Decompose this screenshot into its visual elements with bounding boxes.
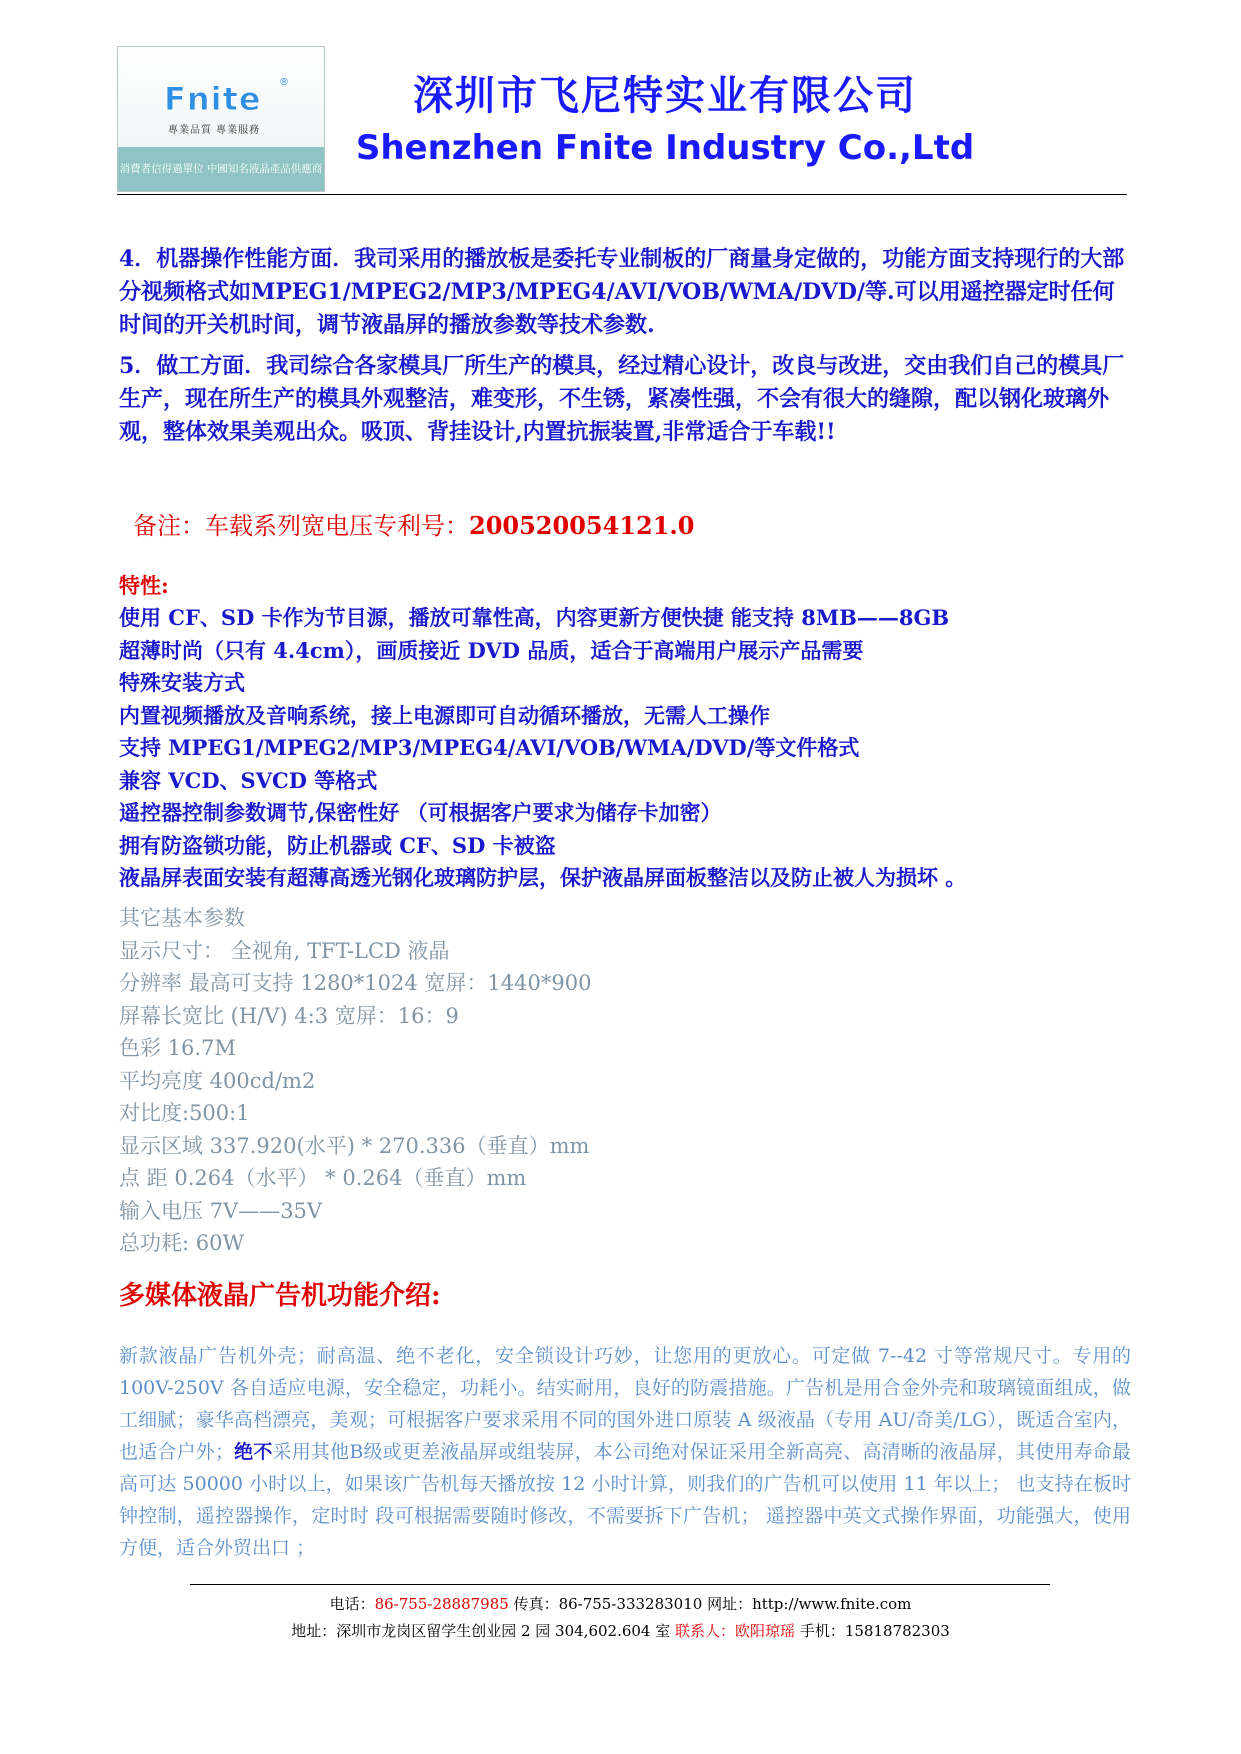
feature-item: 超薄时尚（只有 4.4cm），画质接近 DVD 品质，适合于高端用户展示产品需要 [119, 637, 864, 663]
features-list [119, 602, 1129, 895]
patent-note [133, 506, 694, 541]
spec-item: 显示尺寸： 全视角, TFT-LCD 液晶 [119, 938, 450, 963]
spec-item: 点 距 0.264（水平） * 0.264（垂直）mm [119, 1166, 527, 1190]
mobile-number: 手机：15818782303 [795, 1622, 950, 1640]
spec-item: 输入电压 7V——35V [119, 1198, 323, 1223]
spec-item: 分辨率 最高可支持 1280*1024 宽屏：1440*900 [119, 971, 592, 995]
phone-number: 86-755-28887985 [374, 1595, 509, 1613]
spec-item: 平均亮度 400cd/m2 [119, 1068, 316, 1093]
company-logo [117, 46, 325, 192]
features-title: 特性: [119, 573, 169, 598]
header-divider [117, 194, 1127, 195]
registered-mark: ® [279, 77, 289, 88]
logo-band: 消費者信得過單位 中國知名液晶產品供應商 [118, 147, 324, 191]
spec-item: 总功耗: 60W [119, 1231, 245, 1255]
footer-address-line [0, 1620, 1241, 1641]
feature-item: 使用 CF、SD 卡作为节目源，播放可靠性高，内容更新方便快捷 能支持 8MB——8GB [119, 605, 950, 630]
company-name-en: Shenzhen Fnite Industry Co.,Ltd [355, 128, 975, 168]
phone-label: 电话： [329, 1595, 375, 1613]
logo-tagline: 專業品質 專業服務 [168, 125, 261, 136]
feature-item: 拥有防盗锁功能，防止机器或 CF、SD 卡被盗 [119, 832, 556, 858]
spec-item: 其它基本参数 [119, 906, 245, 930]
feature-item: 遥控器控制参数调节,保密性好 （可根据客户要求为储存卡加密） [119, 800, 722, 825]
company-name-cn: 深圳市飞尼特实业有限公司 [413, 73, 917, 119]
feature-item: 液晶屏表面安装有超薄高透光钢化玻璃防护层，保护液晶屏面板整洁以及防止被人为损坏 。 [119, 865, 967, 890]
paragraph-workmanship: 5．做工方面．我司综合各家模具厂所生产的模具，经过精心设计，改良与改进，交由我们自己的模具厂生产，现在所生产的模具外观整洁，难变形，不生锈，紧凑性强，不会有很大的缝隙，配以钢化玻璃外观，整体效果美观出众。吸顶、背挂设计,内置抗振装置,非常适合于车载!! [119, 353, 1125, 445]
logo-top [118, 47, 324, 147]
spec-item: 色彩 16.7M [119, 1036, 236, 1060]
address: 地址：深圳市龙岗区留学生创业园 2 园 304,602.604 室 [291, 1622, 676, 1640]
spec-item: 屏幕长宽比 (H/V) 4:3 宽屏：16：9 [119, 1003, 459, 1028]
paragraph-operation: 4．机器操作性能方面．我司采用的播放板是委托专业制板的厂商量身定做的，功能方面支持现行的大部分视频格式如MPEG1/MPEG2/MP3/MPEG4/AVI/VOB/WMA/DVD/等.可以用遥控器定时任何时间的开关机时间，调节液晶屏的播放参数等技术参数. [119, 246, 1125, 338]
multimedia-text-1: 新款液晶广告机外壳；耐高温、绝不老化，安全锁设计巧妙，让您用的更放心。可定做 7--42 寸等常规尺寸。专用的 100V-250V 各自适应电源，安全稳定，功耗小。结实耐用，良好的防震措施。广告机是用合金外壳和玻璃镜面组成，做工细腻；豪华高档漂亮，美观；可根据客户要求采用不同的国外进口原装 A 级液晶（专用 AU/奇美/LG），既适合室内，也适合户外； [119, 1345, 1131, 1463]
multimedia-paragraph [119, 1340, 1131, 1564]
multimedia-title: 多媒体液晶广告机功能介绍: [119, 1281, 441, 1311]
patent-number: 200520054121.0 [469, 511, 695, 540]
patent-note-label: 备注：车载系列宽电压专利号： [133, 512, 469, 540]
footer-divider [190, 1584, 1050, 1585]
feature-item: 内置视频播放及音响系统，接上电源即可自动循环播放，无需人工操作 [119, 702, 770, 728]
spec-list [119, 902, 591, 1260]
footer-contact-line [0, 1593, 1241, 1614]
spec-item: 对比度:500:1 [119, 1101, 250, 1125]
feature-item: 支持 MPEG1/MPEG2/MP3/MPEG4/AVI/VOB/WMA/DVD/等文件格式 [119, 735, 860, 760]
multimedia-text-2: 采用其他B级或更差液晶屏或组装屏，本公司绝对保证采用全新高亮、高清晰的液晶屏，其使用寿命最高可达 50000 小时以上，如果该广告机每天播放按 12 小时计算，则我们的广告机可以使用 11 年以上； 也支持在板时钟控制，遥控器操作，定时时 段可根据需要随时修改，不需要拆下广告机； 遥控器中英文式操作界面，功能强大，使用方便，适合外贸出口 ； [119, 1441, 1131, 1559]
fax-and-website: 传真：86-755-333283010 网址：http://www.fnite.com [508, 1595, 912, 1613]
feature-item: 兼容 VCD、SVCD 等格式 [119, 767, 378, 793]
spec-item: 显示区域 337.920(水平) * 270.336（垂直）mm [119, 1133, 590, 1158]
multimedia-emphasis: 绝不 [233, 1441, 273, 1463]
logo-wordmark: Fnite [164, 80, 262, 118]
feature-item: 特殊安装方式 [119, 670, 245, 695]
contact-person: 联系人：欧阳琼瑶 [675, 1622, 796, 1640]
